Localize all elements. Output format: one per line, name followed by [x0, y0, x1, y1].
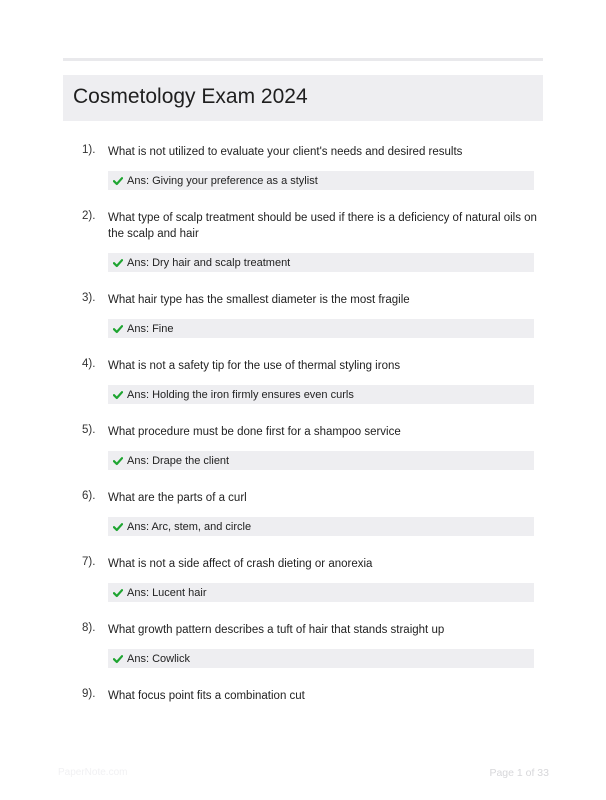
question-number: 8).: [82, 622, 96, 634]
question-number: 6).: [82, 490, 96, 502]
question-number: 1).: [82, 144, 96, 156]
answer-box: [108, 517, 534, 536]
question-item: [63, 292, 543, 338]
question-row: [63, 622, 543, 638]
question-row: [63, 358, 543, 374]
answer-box: [108, 253, 534, 272]
answer-text: Ans: Arc, stem, and circle: [127, 520, 252, 533]
answer-text: Ans: Drape the client: [127, 454, 230, 467]
question-item: [63, 424, 543, 470]
answer-text: Ans: Cowlick: [127, 652, 190, 665]
question-item: [63, 358, 543, 404]
answer-box: [108, 385, 534, 404]
question-row: [63, 556, 543, 572]
answer-text: Ans: Dry hair and scalp treatment: [127, 256, 291, 269]
checkmark-icon: [113, 258, 123, 268]
question-text: What hair type has the smallest diameter is the most fragile: [108, 294, 410, 306]
question-row: [63, 424, 543, 440]
question-text: What is not a side affect of crash dieting or anorexia: [108, 558, 373, 570]
question-text: What procedure must be done first for a shampoo service: [108, 426, 401, 438]
answer-box: [108, 319, 534, 338]
question-text: What are the parts of a curl: [108, 492, 247, 504]
checkmark-icon: [113, 176, 123, 186]
question-text: What is not a safety tip for the use of thermal styling irons: [108, 360, 401, 372]
top-divider: [63, 58, 543, 61]
footer-watermark: PaperNote.com: [58, 767, 128, 778]
checkmark-icon: [113, 456, 123, 466]
question-text: What is not utilized to evaluate your client's needs and desired results: [108, 146, 463, 158]
question-row: [63, 144, 543, 160]
checkmark-icon: [113, 390, 123, 400]
question-text: What focus point fits a combination cut: [108, 690, 305, 702]
question-row: [63, 688, 543, 704]
question-list: [63, 144, 543, 724]
question-item: [63, 490, 543, 536]
question-row: [63, 210, 543, 242]
answer-box: [108, 583, 534, 602]
question-row: [63, 292, 543, 308]
answer-box: [108, 171, 534, 190]
answer-box: [108, 451, 534, 470]
question-text: What type of scalp treatment should be used if there is a deficiency of natural oils on the scalp and hair: [108, 212, 537, 240]
question-number: 2).: [82, 210, 96, 222]
question-item: [63, 688, 543, 704]
question-number: 7).: [82, 556, 96, 568]
checkmark-icon: [113, 324, 123, 334]
checkmark-icon: [113, 654, 123, 664]
question-text: What growth pattern describes a tuft of hair that stands straight up: [108, 624, 445, 636]
question-row: [63, 490, 543, 506]
question-number: 9).: [82, 688, 96, 700]
page-indicator: Page 1 of 33: [489, 767, 549, 779]
answer-text: Ans: Giving your preference as a stylist: [127, 174, 318, 187]
question-item: [63, 210, 543, 272]
answer-box: [108, 649, 534, 668]
question-number: 5).: [82, 424, 96, 436]
question-item: [63, 556, 543, 602]
answer-text: Ans: Lucent hair: [127, 586, 207, 599]
question-item: [63, 622, 543, 668]
answer-text: Ans: Fine: [127, 322, 174, 335]
answer-text: Ans: Holding the iron firmly ensures even curls: [127, 388, 354, 401]
question-number: 3).: [82, 292, 96, 304]
question-item: [63, 144, 543, 190]
page-title: Cosmetology Exam 2024: [73, 85, 308, 108]
title-bar: [63, 75, 543, 121]
checkmark-icon: [113, 522, 123, 532]
question-number: 4).: [82, 358, 96, 370]
checkmark-icon: [113, 588, 123, 598]
